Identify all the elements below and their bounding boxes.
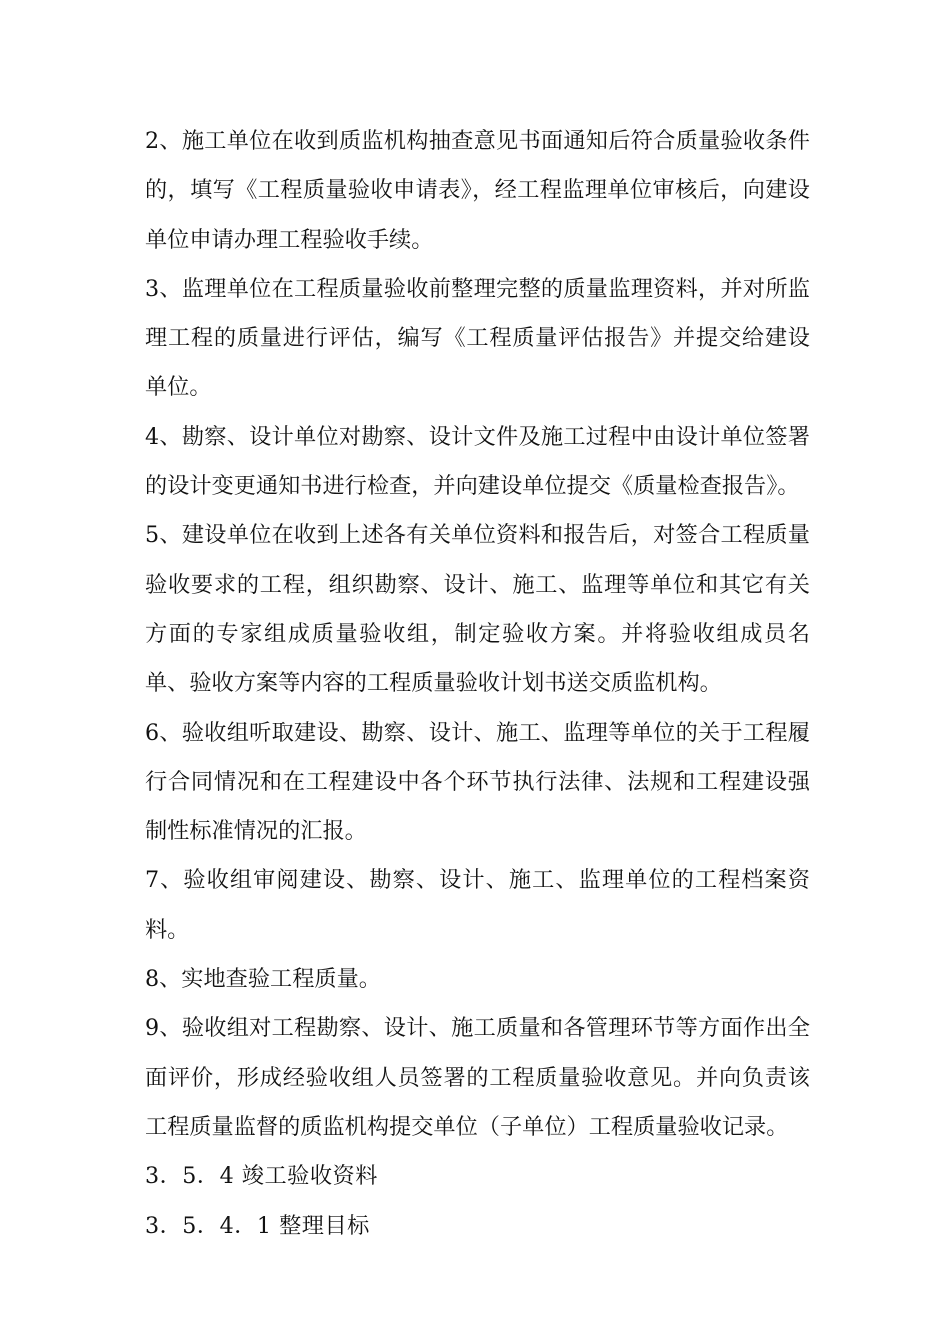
paragraph-step-4: 4、勘察、设计单位对勘察、设计文件及施工过程中由设计单位签署的设计变更通知书进行检查，并向建设单位提交《质量检查报告》。 <box>145 423 810 500</box>
paragraph-step-5: 5、建设单位在收到上述各有关单位资料和报告后，对签合工程质量验收要求的工程，组织勘察、设计、施工、监理等单位和其它有关方面的专家组成质量验收组，制定验收方案。并将验收组成员名单、验收方案等内容的工程质量验收计划书送交质监机构。 <box>145 522 810 697</box>
paragraph-step-3: 3、监理单位在工程质量验收前整理完整的质量监理资料，并对所监理工程的质量进行评估，编写《工程质量评估报告》并提交给建设单位。 <box>145 275 810 401</box>
document-body <box>145 117 810 1251</box>
section-heading-3-5-4-1: 3．5．4．1 整理目标 <box>145 1212 370 1239</box>
paragraph-step-8: 8、实地查验工程质量。 <box>145 966 381 993</box>
paragraph-step-2: 2、施工单位在收到质监机构抽查意见书面通知后符合质量验收条件的，填写《工程质量验收申请表》，经工程监理单位审核后，向建设单位申请办理工程验收手续。 <box>145 128 810 253</box>
paragraph-step-9: 9、验收组对工程勘察、设计、施工质量和各管理环节等方面作出全面评价，形成经验收组人员签署的工程质量验收意见。并向负责该工程质量监督的质监机构提交单位（子单位）工程质量验收记录。 <box>145 1015 810 1140</box>
section-heading-3-5-4: 3．5．4 竣工验收资料 <box>145 1163 378 1190</box>
paragraph-step-7: 7、验收组审阅建设、勘察、设计、施工、监理单位的工程档案资料。 <box>145 867 810 943</box>
paragraph-step-6: 6、验收组听取建设、勘察、设计、施工、监理等单位的关于工程履行合同情况和在工程建设中各个环节执行法律、法规和工程建设强制性标准情况的汇报。 <box>145 719 810 845</box>
